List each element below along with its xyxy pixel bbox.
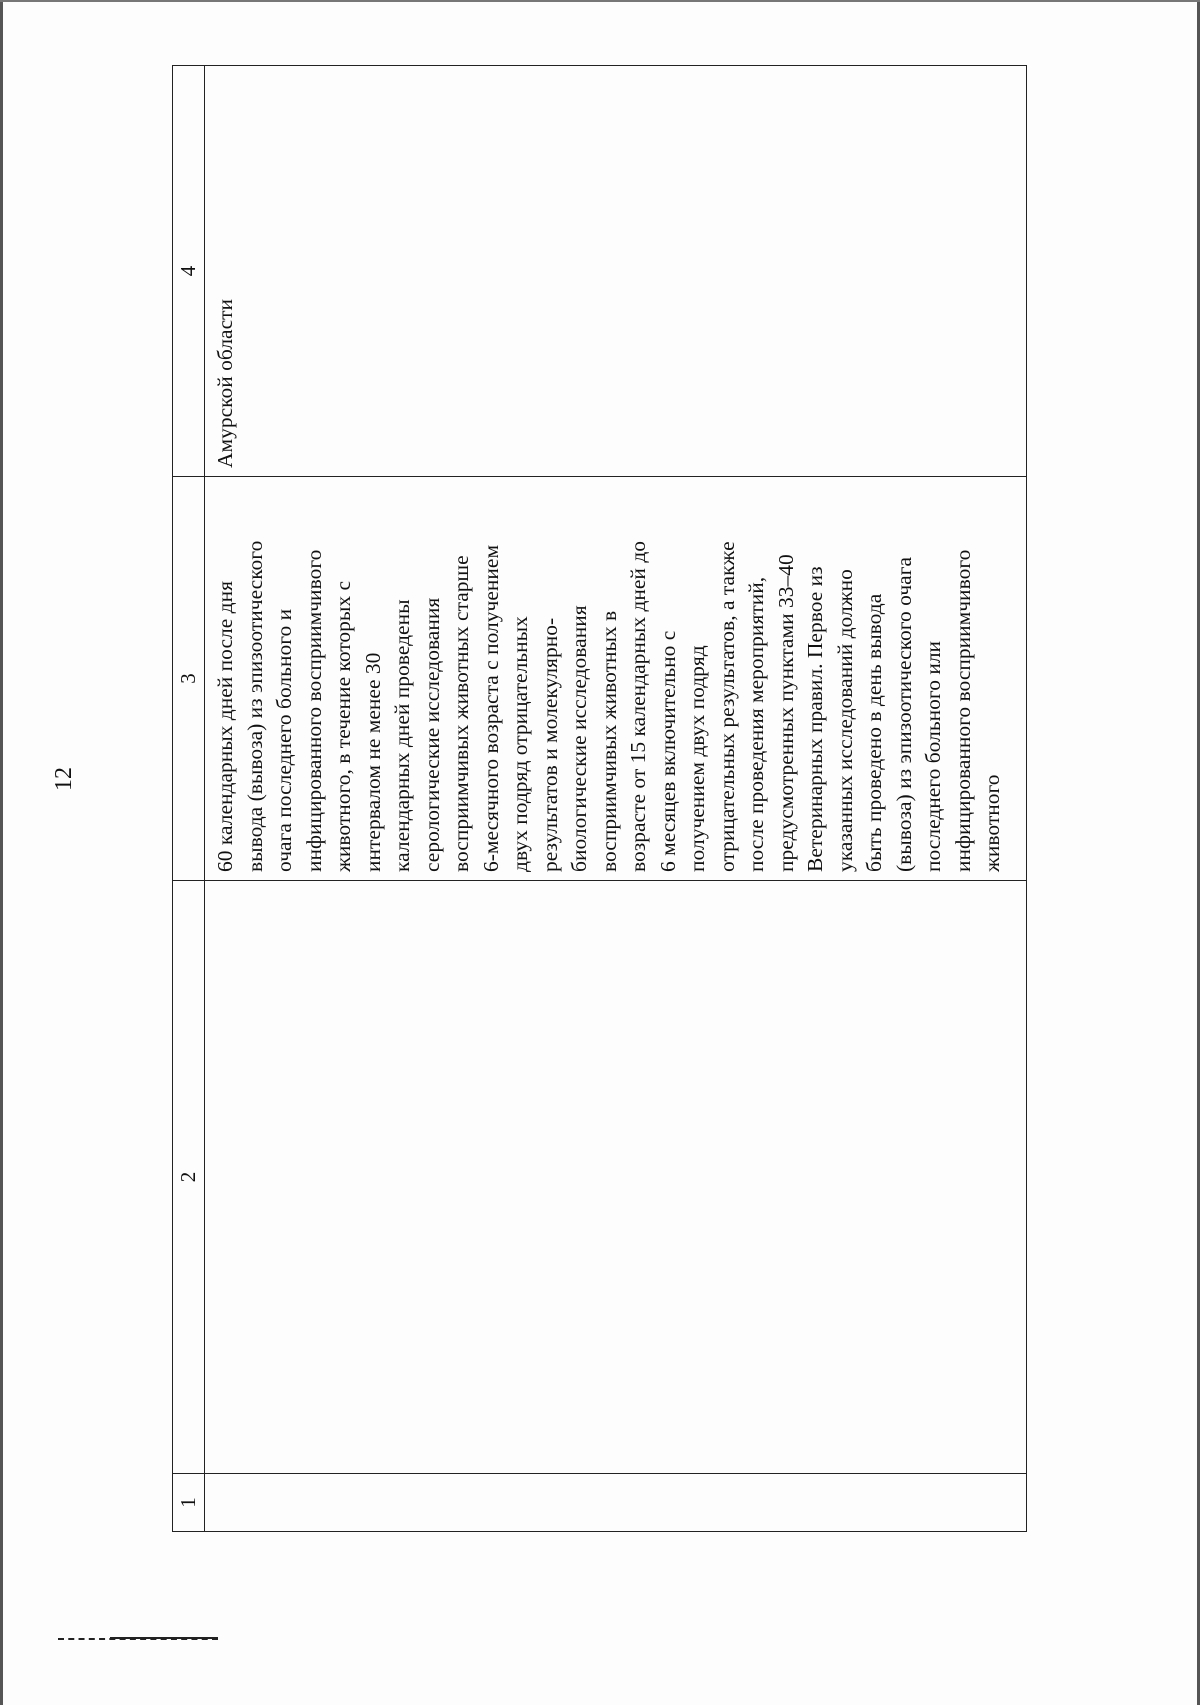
- table-header-row: [173, 66, 205, 1532]
- col3-line: последнего больного или: [921, 640, 945, 872]
- col3-line: интервалом не менее 30: [360, 652, 385, 872]
- cell-col4: [205, 66, 1027, 477]
- cell-col1: [205, 1474, 1027, 1532]
- region-text: Амурской области: [213, 298, 237, 468]
- col3-line: биологические исследования: [567, 605, 591, 872]
- page-number: 12: [51, 767, 77, 791]
- scan-edge-left: [0, 0, 3, 1705]
- document-table: [172, 65, 1027, 1532]
- col3-line: отрицательных результатов, а также: [714, 541, 739, 872]
- col3-line: серологические исследования: [419, 597, 444, 872]
- col3-line: календарных дней проведены: [390, 599, 414, 872]
- col3-line: результатов и молекулярно-: [537, 617, 562, 872]
- col3-line: восприимчивых животных старше: [449, 555, 473, 872]
- col3-line: предусмотренных пунктами 33–40: [773, 554, 798, 872]
- column-number-1: 1: [173, 1474, 205, 1532]
- col3-line: двух подряд отрицательных: [508, 616, 532, 872]
- column-number-3: 3: [173, 477, 205, 881]
- col3-line: указанных исследований должно: [832, 569, 857, 872]
- col3-line: вывода (вывоза) из эпизоотического: [242, 540, 267, 872]
- col3-line: после проведения мероприятий,: [744, 576, 768, 872]
- col3-line: 60 календарных дней после дня: [213, 581, 237, 872]
- footnote-separator-solid: [110, 1637, 218, 1639]
- col3-line: (вывоза) из эпизоотического очага: [891, 556, 916, 872]
- col3-line: Ветеринарных правил. Первое из: [803, 566, 827, 872]
- table-row: [205, 66, 1027, 1532]
- col3-line: 6 месяцев включительно с: [655, 630, 680, 872]
- col3-line: 6-месячного возраста с получением: [478, 544, 503, 872]
- cell-col3: [205, 477, 1027, 881]
- column-number-4: 4: [173, 66, 205, 477]
- col3-line: очага последнего больного и: [272, 608, 296, 872]
- col3-line: быть проведено в день вывода: [862, 593, 886, 872]
- col3-line: животного, в течение которых с: [331, 580, 355, 872]
- col3-line: инфицированного восприимчивого: [950, 549, 975, 872]
- col3-line: возрасте от 15 календарных дней до: [626, 540, 650, 872]
- col3-line: инфицированного восприимчивого: [301, 549, 326, 872]
- col3-line: получением двух подряд: [685, 645, 709, 872]
- cell-col2: [205, 881, 1027, 1474]
- col3-line: животного: [980, 774, 1004, 872]
- column-number-2: 2: [173, 881, 205, 1474]
- scan-edge-top: [0, 0, 1200, 2]
- rotated-table-container: [172, 66, 1027, 1532]
- col3-line: восприимчивых животных в: [596, 610, 621, 872]
